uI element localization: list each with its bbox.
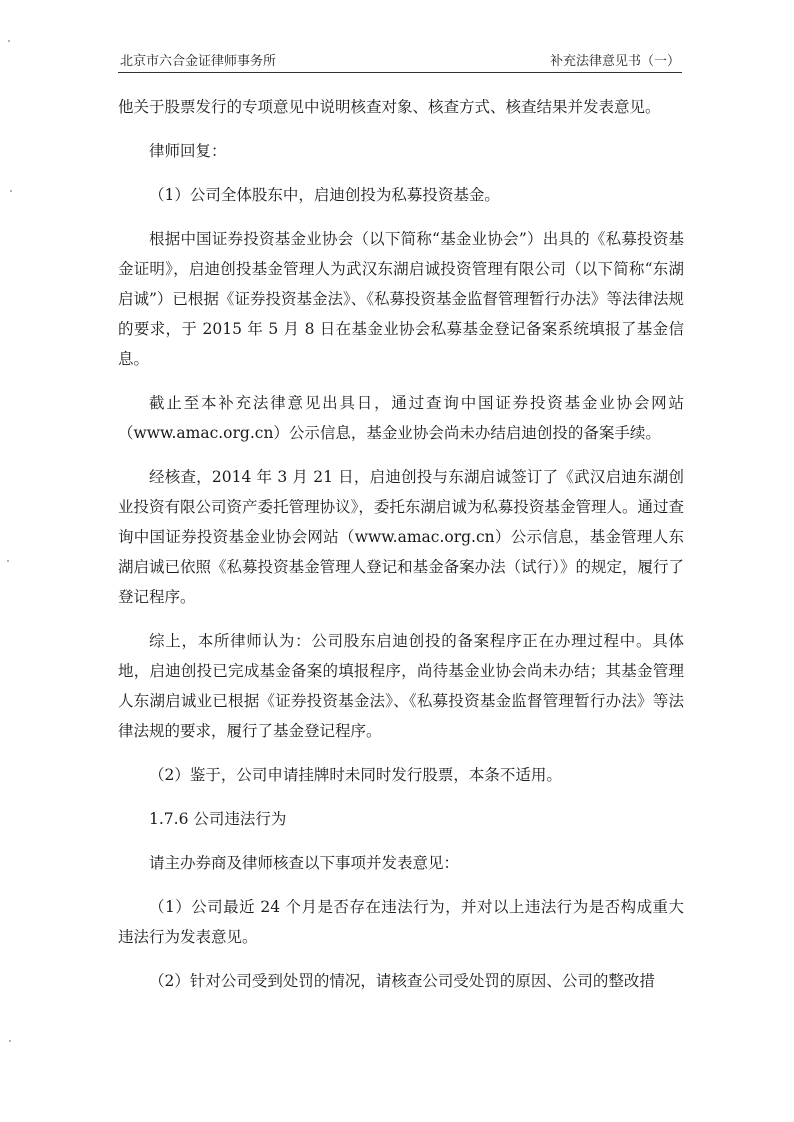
paragraph-request-item-2: （2）针对公司受到处罚的情况，请核查公司受处罚的原因、公司的整改措	[149, 972, 655, 990]
scan-artifact	[10, 190, 12, 192]
page-header	[118, 48, 682, 70]
paragraph-fund-certificate: 根据中国证券投资基金业协会（以下简称“基金业协会”）出具的《私募投资基金证明》，启迪创投基金管理人为武汉东湖启诚投资管理有限公司（以下简称“东湖启诚”）已根据《证券投资基金法》、《私募投资基金监督管理暂行办法》等法律法规的要求，于 2015 年 5 月 8 日在基金业协会私募基金登记备案系统填报了基金信息。	[118, 230, 684, 368]
section-heading-violations: 1.7.6 公司违法行为	[149, 810, 287, 828]
paragraph-continuation: 他关于股票发行的专项意见中说明核查对象、核查方式、核查结果并发表意见。	[118, 98, 661, 116]
scan-artifact	[8, 40, 10, 42]
paragraph-verification: 经核查，2014 年 3 月 21 日，启迪创投与东湖启诚签订了《武汉启迪东湖创业投资有限公司资产委托管理协议》，委托东湖启诚为私募投资基金管理人。通过查询中国证券投资基金业协会网站（www.amac.org.cn）公示信息，基金管理人东湖启诚已依照《私募投资基金管理人登记和基金备案办法（试行）》的规定，履行了登记程序。	[118, 468, 684, 606]
paragraph-request-item-1: （1）公司最近 24 个月是否存在违法行为，并对以上违法行为是否构成重大违法行为发表意见。	[118, 898, 684, 946]
paragraph-query-status: 截止至本补充法律意见出具日，通过查询中国证券投资基金业协会网站（www.amac.org.cn）公示信息，基金业协会尚未办结启迪创投的备案手续。	[118, 394, 684, 442]
scan-artifact	[9, 1040, 11, 1042]
document-body	[118, 92, 684, 1010]
paragraph-request: 请主办券商及律师核查以下事项并发表意见：	[149, 854, 460, 872]
scan-artifact	[7, 560, 9, 562]
paragraph-item-1: （1）公司全体股东中，启迪创投为私募投资基金。	[149, 186, 500, 204]
header-firm-name: 北京市六合金证律师事务所	[120, 54, 277, 69]
header-document-title: 补充法律意见书（一）	[549, 54, 680, 69]
paragraph-lawyer-reply-label: 律师回复：	[149, 142, 227, 160]
paragraph-item-2: （2）鉴于，公司申请挂牌时未同时发行股票，本条不适用。	[149, 766, 562, 784]
paragraph-conclusion: 综上，本所律师认为：公司股东启迪创投的备案程序正在办理过程中。具体地，启迪创投已完成基金备案的填报程序，尚待基金业协会尚未办结；其基金管理人东湖启诚业已根据《证券投资基金法》、《私募投资基金监督管理暂行办法》等法律法规的要求，履行了基金登记程序。	[118, 632, 684, 740]
header-divider	[118, 72, 682, 73]
